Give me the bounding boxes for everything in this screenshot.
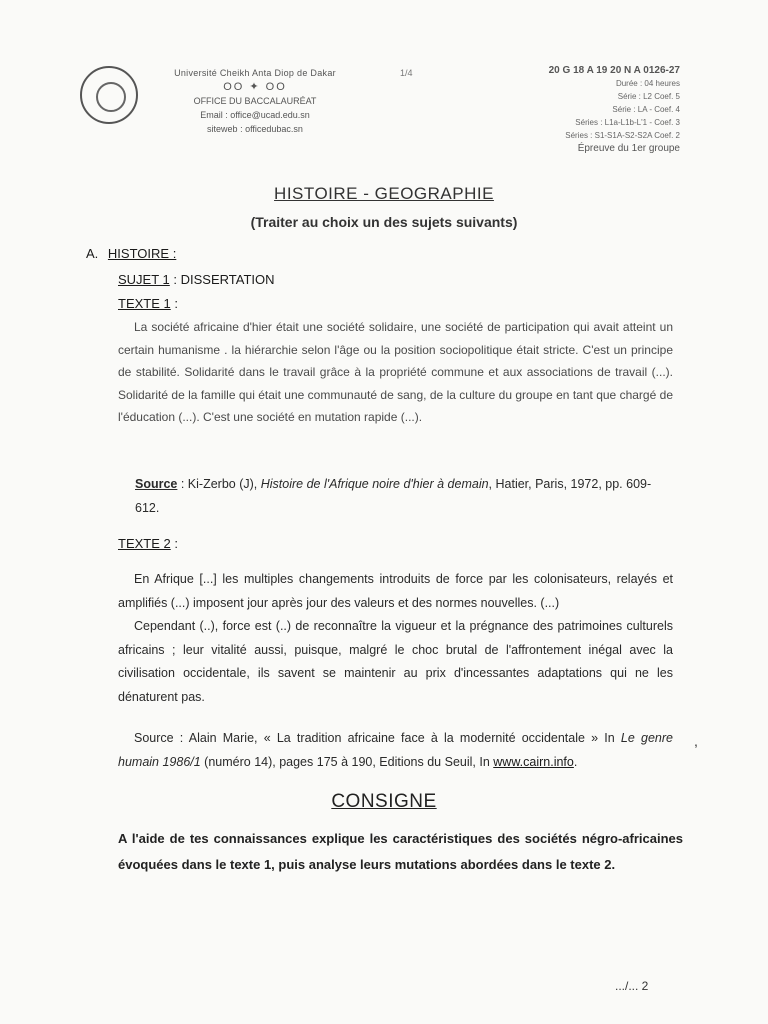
exam-duration: Durée : 04 heures (615, 79, 680, 88)
cairn-link[interactable]: www.cairn.info (493, 755, 574, 769)
page-subtitle: (Traiter au choix un des sujets suivants) (250, 214, 518, 230)
subject-label: SUJET 1 (118, 272, 170, 287)
exam-series-1: Série : L2 Coef. 5 (617, 92, 680, 101)
stray-mark: , (694, 733, 698, 749)
texte2-colon: : (170, 536, 178, 551)
texte2-source (118, 726, 673, 774)
consigne-title: CONSIGNE (331, 791, 437, 812)
texte2-heading (118, 536, 178, 551)
institution-block (150, 66, 360, 136)
institution-code: OO ✦ OO (223, 81, 287, 93)
exam-group: Épreuve du 1er groupe (577, 143, 680, 154)
texte2-source-end: . (573, 755, 578, 769)
consigne-text: A l'aide de tes connaissances explique les caractéristiques des sociétés négro-africaines évoquées dans le texte 1, puis analyse leurs mutations abordées dans le texte 2. (118, 831, 683, 872)
office-email: Email : office@ucad.edu.sn (200, 110, 310, 120)
texte1-source-title: Histoire de l'Afrique noire d'hier à demain (260, 477, 489, 491)
office-name: OFFICE DU BACCALAURÉAT (193, 96, 317, 106)
texte1-source-label: Source (135, 477, 178, 491)
texte2-para1: En Afrique [...] les multiples changements introduits de force par les colonisateurs, relayés et amplifiés (...) imposent jour après jour des valeurs et des normes nouvelles. (...) (118, 572, 673, 610)
exam-reference-code: 20 G 18 A 19 20 N A 0126-27 (548, 65, 680, 76)
texte1-colon: : (170, 296, 178, 311)
texte2-para1-block (118, 568, 673, 615)
texte1-heading (118, 296, 178, 311)
university-seal-icon (80, 66, 138, 124)
consigne-block (118, 826, 683, 878)
institution-name: Université Cheikh Anta Diop de Dakar (174, 68, 336, 78)
texte2-label: TEXTE 2 (118, 536, 171, 551)
exam-reference-block (520, 64, 680, 155)
page-title: HISTOIRE - GEOGRAPHIE (274, 184, 494, 203)
exam-series-3: Séries : L1a-L1b-L'1 - Coef. 3 (575, 118, 680, 127)
exam-series-4: Séries : S1-S1A-S2-S2A Coef. 2 (565, 131, 680, 140)
texte1-body-block (118, 316, 673, 429)
section-letter: A. (86, 246, 99, 261)
section-heading (86, 246, 176, 261)
texte2-para2-block (118, 615, 673, 709)
office-website: siteweb : officedubac.sn (207, 124, 303, 134)
texte1-source (135, 472, 675, 520)
texte1-source-author: : Ki-Zerbo (J), (177, 477, 261, 491)
texte2-para2: Cependant (..), force est (..) de reconnaître la vigueur et la prégnance des patrimoines culturels africains ; leur vitalité aussi, puisque, malgré le choc brutal de l'affrontement inégal avec la civilisation occidentale, ils savent se maintenir au prix d'incessantes adaptations qui ne les dénaturent pas. (118, 619, 673, 704)
texte2-source-journal: Le genre humain 1986/1 (118, 731, 673, 769)
texte1-label: TEXTE 1 (118, 296, 171, 311)
texte1-body: La société africaine d'hier était une société solidaire, une société de participation qui avait atteint un certain humanisme . la hiérarchie selon l'âge ou la position sociopolitique était stricte. C'est un principe de stabilité. Solidarité dans le travail grâce à la propriété commune et aux associations de travail (...). Solidarité de la famille qui était une communauté de sang, de la culture du groupe en tant que chargé de l'éducation (...). C'est une société en mutation rapide (...). (118, 320, 673, 424)
texte1-source-rest: , Hatier, Paris, 1972, pp. 609-612. (135, 477, 652, 515)
page-number: .../... 2 (615, 979, 649, 993)
page-mark: 1/4 (400, 68, 413, 78)
subject-text: : DISSERTATION (169, 272, 275, 287)
texte2-source-b: (numéro 14), pages 175 à 190, Editions du Seuil, In (200, 755, 494, 769)
subject-heading (118, 272, 275, 287)
texte2-source-a: Source : Alain Marie, « La tradition africaine face à la modernité occidentale » In (134, 731, 621, 745)
section-label: HISTOIRE : (107, 246, 177, 261)
exam-series-2: Série : LA - Coef. 4 (612, 105, 680, 114)
